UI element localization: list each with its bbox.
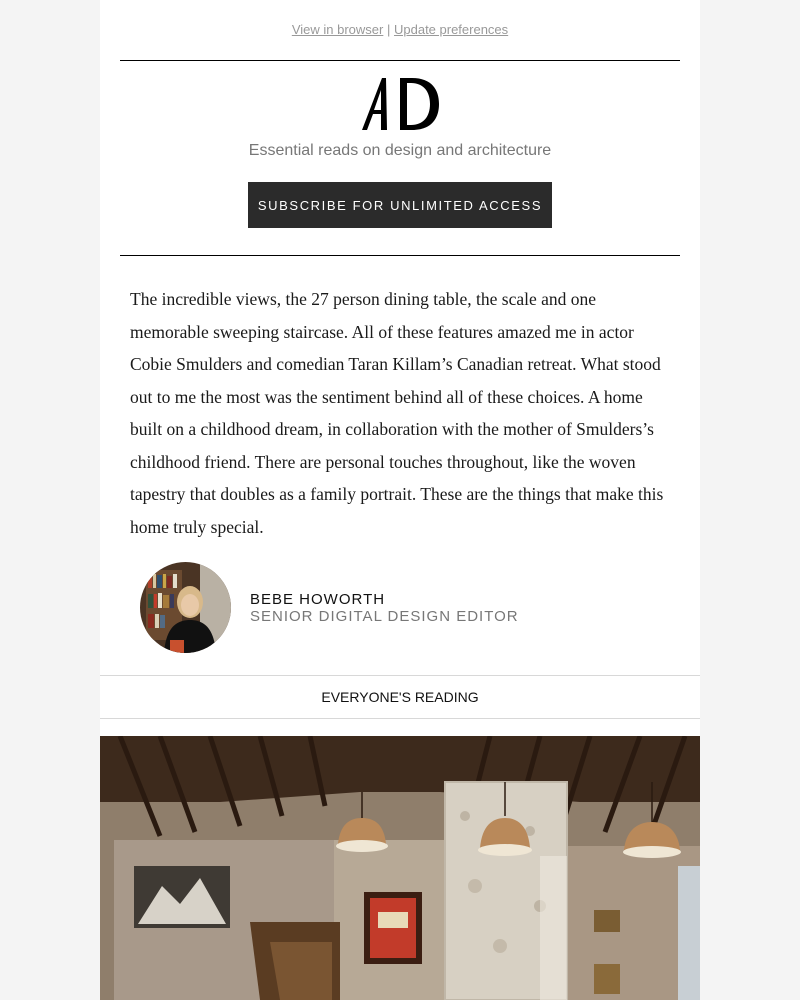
author-title: SENIOR DIGITAL DESIGN EDITOR: [250, 608, 519, 625]
header-separator: |: [386, 22, 391, 37]
ad-logo[interactable]: [100, 76, 700, 137]
header-links: [100, 22, 700, 37]
avatar: [140, 562, 231, 653]
author-name: BEBE HOWORTH: [250, 591, 386, 608]
author-portrait-icon: [140, 562, 231, 653]
tagline: Essential reads on design and architecture: [248, 142, 552, 159]
hero-image[interactable]: [100, 736, 700, 1000]
subscribe-button[interactable]: SUBSCRIBE FOR UNLIMITED ACCESS: [248, 182, 552, 228]
interior-photo-icon: [100, 736, 700, 1000]
section-title: EVERYONE'S READING: [321, 689, 479, 705]
email-container: [100, 0, 700, 1000]
article-intro: The incredible views, the 27 person dining table, the scale and one memorable sweeping staircase. All of these features amazed me in actor Cobie Smulders and comedian Taran Killam’s Canadian retreat. What stood out to me the most was the sentiment behind all of these choices. A home built on a childhood dream, in collaboration with the mother of Smulders’s childhood friend. There are personal touches throughout, like the woven tapestry that doubles as a family portrait. These are the things that make this home truly special.: [130, 289, 664, 537]
top-divider: [120, 60, 680, 61]
section-header: [100, 675, 700, 719]
update-preferences-link[interactable]: Update preferences: [393, 22, 509, 37]
bottom-divider: [120, 255, 680, 256]
view-in-browser-link[interactable]: View in browser: [291, 22, 384, 37]
ad-logo-icon: [360, 76, 440, 132]
